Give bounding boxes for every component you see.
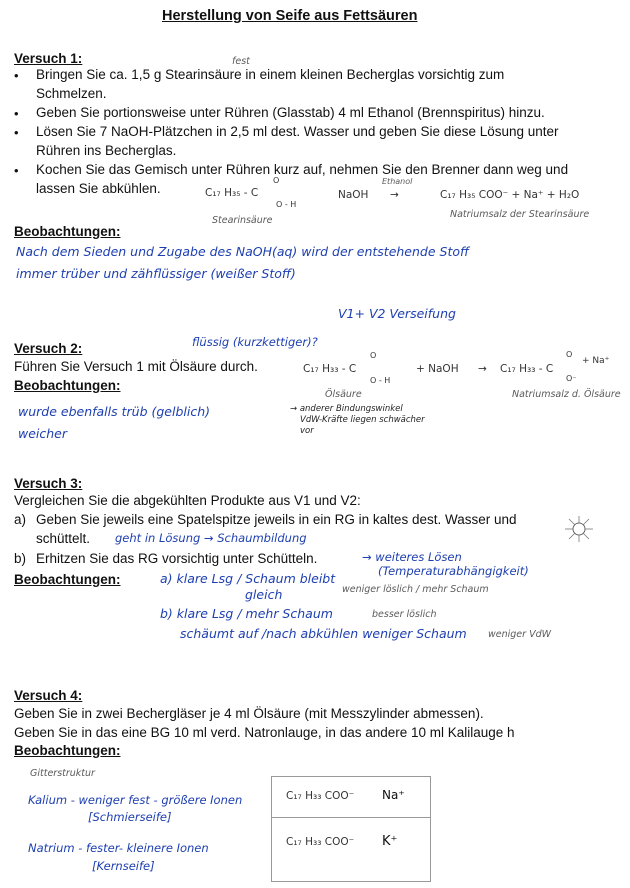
bullet-dot: • (14, 106, 19, 121)
ion-lattice-box (271, 776, 431, 882)
v3-obs-heading: Beobachtungen: (14, 572, 121, 587)
v4-kalium: Kalium - weniger fest - größere Ionen (28, 793, 243, 807)
v4-obs-heading: Beobachtungen: (14, 743, 121, 758)
v1-obs-line-2: immer trüber und zähflüssiger (weißer Stoff) (16, 266, 296, 281)
v2-naoh: + NaOH (416, 363, 459, 375)
v1-heading: Versuch 1: (14, 51, 83, 66)
v2-instruction: Führen Sie Versuch 1 mit Ölsäure durch. (14, 359, 258, 374)
page-title: Herstellung von Seife aus Fettsäuren (162, 8, 418, 24)
v3-a-line-2: schüttelt. (36, 531, 91, 546)
v1-step-1-cont: Schmelzen. (36, 86, 107, 101)
v3-obs-b: b) klare Lsg / mehr Schaum (160, 606, 333, 621)
bullet-dot: • (14, 163, 19, 178)
v4-natrium: Natrium - fester- kleinere Ionen (28, 841, 209, 855)
v1-obs-heading: Beobachtungen: (14, 224, 121, 239)
v3-instruction: Vergleichen Sie die abgekühlten Produkte aus V1 und V2: (14, 493, 361, 508)
v3-b-hw-1: → weiteres Lösen (362, 550, 462, 564)
saponification-note: V1+ V2 Verseifung (338, 306, 456, 321)
reaction-arrow: → (478, 363, 487, 375)
v3-obs-b2-pencil: weniger VdW (488, 629, 551, 640)
box-row2-left: C₁₇ H₃₃ COO⁻ (286, 836, 355, 848)
v1-reactant-oh: O - H (276, 200, 297, 209)
v1-product: C₁₇ H₃₅ COO⁻ + Na⁺ + H₂O (440, 189, 580, 201)
v1-step-4: Kochen Sie das Gemisch unter Rühren kurz auf, nehmen Sie den Brenner dann weg und (36, 162, 569, 177)
v2-side-note-1: → anderer Bindungswinkel (290, 404, 403, 414)
v1-step-4-cont: lassen Sie abkühlen. (36, 181, 161, 196)
v3-a-hw: geht in Lösung → Schaumbildung (115, 531, 307, 545)
micelle-sketch (562, 514, 596, 544)
v2-note: flüssig (kurzkettiger)? (192, 335, 318, 349)
v1-reactant-label: Stearinsäure (212, 215, 273, 226)
v3-obs-a: a) klare Lsg / Schaum bleibt (160, 571, 336, 586)
v2-product-label: Natriumsalz d. Ölsäure (512, 389, 621, 400)
v3-a-line-1: Geben Sie jeweils eine Spatelspitze jeweils in ein RG in kaltes dest. Wasser und (36, 512, 517, 527)
v2-product-o: O (566, 350, 573, 359)
v3-obs-a-2: gleich (245, 587, 283, 602)
v4-heading: Versuch 4: (14, 688, 83, 703)
v1-note-fest: fest (232, 56, 250, 67)
v2-product-ominus: O⁻ (566, 374, 577, 383)
bullet-dot: • (14, 68, 19, 83)
v2-heading: Versuch 2: (14, 341, 83, 356)
v4-kalium-2: [Schmierseife] (88, 810, 172, 824)
v1-step-2: Geben Sie portionsweise unter Rühren (Glasstab) 4 ml Ethanol (Brennspiritus) hinzu. (36, 105, 545, 120)
ion-lattice-row (272, 777, 430, 818)
v1-product-label: Natriumsalz der Stearinsäure (450, 209, 590, 220)
v2-reactant-label: Ölsäure (325, 389, 362, 400)
v3-obs-b-2: schäumt auf /nach abkühlen weniger Schaum (180, 626, 467, 641)
box-row1-left: C₁₇ H₃₃ COO⁻ (286, 790, 355, 802)
v1-reactant-o: O (273, 176, 280, 185)
v2-reactant-oh: O - H (370, 376, 391, 385)
box-row1-right: Na⁺ (382, 788, 405, 802)
v2-obs-line-1: wurde ebenfalls trüb (gelblich) (18, 404, 211, 419)
v1-obs-line-1: Nach dem Sieden und Zugabe des NaOH(aq) wird der entstehende Stoff (16, 244, 470, 259)
v2-product-na: + Na⁺ (582, 356, 610, 366)
v2-reactant-oleic: C₁₇ H₃₃ - C (303, 363, 357, 375)
v3-b-label: b) (14, 551, 27, 566)
v3-b-text: Erhitzen Sie das RG vorsichtig unter Schütteln. (36, 551, 318, 566)
box-row2-right: K⁺ (382, 834, 398, 849)
v2-obs-heading: Beobachtungen: (14, 378, 121, 393)
v1-naoh: NaOH (338, 189, 369, 201)
bullet-dot: • (14, 125, 19, 140)
v4-line-2: Geben Sie in das eine BG 10 ml verd. Natronlauge, in das andere 10 ml Kalilauge h (14, 725, 515, 740)
v2-obs-line-2: weicher (18, 426, 68, 441)
reaction-arrow: → (390, 189, 399, 201)
v4-pencil-gitter: Gitterstruktur (30, 768, 95, 779)
v1-step-3-cont: Rühren ins Becherglas. (36, 143, 177, 158)
v1-step-1: Bringen Sie ca. 1,5 g Stearinsäure in einem kleinen Becherglas vorsichtig zum (36, 67, 505, 82)
v2-product: C₁₇ H₃₃ - C (500, 363, 554, 375)
v4-natrium-2: [Kernseife] (92, 859, 155, 873)
v2-side-note-3: vor (300, 426, 314, 436)
v3-a-label: a) (14, 512, 27, 527)
v3-obs-a-pencil: weniger löslich / mehr Schaum (342, 584, 489, 595)
v2-side-note-2: VdW-Kräfte liegen schwächer (300, 415, 425, 425)
v3-b-hw-2: (Temperaturabhängigkeit) (378, 564, 529, 578)
v1-catalyst: Ethanol (382, 177, 413, 186)
v1-step-3: Lösen Sie 7 NaOH-Plätzchen in 2,5 ml dest. Wasser und geben Sie diese Lösung unter (36, 124, 559, 139)
v3-obs-b-pencil: besser löslich (372, 609, 437, 620)
v1-reactant-stearic: C₁₇ H₃₅ - C (205, 187, 259, 199)
v3-heading: Versuch 3: (14, 476, 83, 491)
v2-reactant-o: O (370, 351, 377, 360)
v4-line-1: Geben Sie in zwei Bechergläser je 4 ml Ölsäure (mit Messzylinder abmessen). (14, 706, 484, 721)
